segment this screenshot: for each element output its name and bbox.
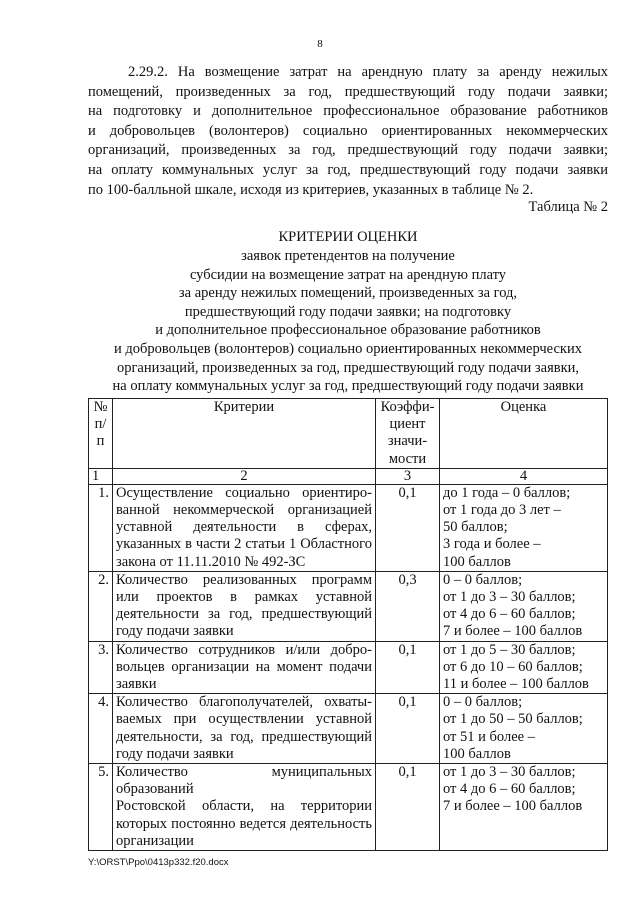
criteria-line: заявки (116, 676, 157, 693)
header-coef-line: значи- (387, 433, 428, 450)
page-number: 8 (317, 38, 323, 50)
header-num-cell (89, 399, 113, 469)
score-line: 11 и более – 100 баллов (443, 676, 589, 693)
score-line: от 1 до 5 – 30 баллов; (443, 641, 576, 658)
heading-line: предшествующий году подачи заявки; на подготовку (184, 303, 512, 320)
criteria-line: уставной деятельности в сферах, (116, 519, 372, 536)
score-line: 3 года и более – (443, 536, 541, 553)
score-line: 0 – 0 баллов; (443, 571, 523, 588)
paragraph-line: на оплату коммунальных услуг за год, предшествующий году подачи заявки (88, 161, 608, 178)
table-row (89, 641, 608, 694)
criteria-line: деятельности за год, предшествующий (116, 606, 372, 623)
score-line: 100 баллов (443, 553, 511, 570)
criteria-line: которых постоянно ведется деятельность (116, 815, 372, 832)
footer-file-path: Y:\ORST\Ppo\0413p332.f20.docx (88, 857, 229, 868)
table-row (89, 571, 608, 641)
table-header-row (89, 399, 608, 469)
row-score (440, 641, 608, 694)
index-cell: 3 (376, 468, 440, 484)
criteria-line: деятельности, за год, предшествующий (116, 728, 372, 745)
row-coefficient: 0,1 (376, 641, 440, 694)
paragraph-line: помещений, произведенных за год, предшествующий году подачи заявки; (88, 83, 608, 100)
header-coef-cell (376, 399, 440, 469)
criteria-heading (88, 228, 608, 396)
row-criteria (113, 571, 376, 641)
table-label: Таблица № 2 (528, 199, 608, 215)
criteria-line: Количество муниципальных образований (116, 764, 372, 798)
score-line: от 51 и более – (443, 728, 535, 745)
index-cell: 1 (89, 468, 113, 484)
criteria-line: или проектов в рамках уставной (116, 589, 372, 606)
criteria-line: Осуществление социально ориентиро- (116, 484, 372, 501)
header-coef-line: циент (389, 416, 426, 433)
intro-paragraph (88, 63, 608, 200)
heading-line: организаций, произведенных за год, предшествующий году подачи заявки, (116, 359, 580, 376)
criteria-line: указанных в части 2 статьи 1 Областного (116, 536, 372, 553)
score-line: от 4 до 6 – 60 баллов; (443, 781, 576, 798)
score-line: 0 – 0 баллов; (443, 694, 523, 711)
score-line: 50 баллов; (443, 519, 508, 536)
header-num-line: № (93, 399, 108, 415)
heading-title: КРИТЕРИИ ОЦЕНКИ (278, 229, 418, 245)
header-coef-line: Коэффи- (380, 399, 435, 415)
index-cell: 2 (113, 468, 376, 484)
criteria-line: ванной некоммерческой организацией (116, 502, 372, 519)
row-score (440, 764, 608, 851)
paragraph-line: на подготовку и дополнительное профессиональное образование работников (88, 103, 608, 120)
row-coefficient: 0,3 (376, 571, 440, 641)
header-score-cell: Оценка (440, 399, 608, 469)
row-coefficient: 0,1 (376, 484, 440, 571)
criteria-line: Количество сотрудников и/или добро- (116, 641, 372, 658)
score-line: от 1 года до 3 лет – (443, 502, 561, 519)
header-coef-line: мости (388, 450, 427, 467)
criteria-line: Ростовской области, на территории (116, 798, 372, 815)
heading-line: и добровольцев (волонтеров) социально ориентированных некоммерческих (114, 340, 582, 357)
heading-line: заявок претендентов на получение (241, 248, 455, 264)
heading-line: и дополнительное профессиональное образование работников (155, 322, 541, 339)
row-number: 2. (89, 571, 113, 641)
score-line: 7 и более – 100 баллов (443, 623, 583, 640)
table-row (89, 694, 608, 764)
row-criteria (113, 484, 376, 571)
table-row (89, 484, 608, 571)
criteria-line: Количество реализованных программ (116, 571, 372, 588)
heading-line: за аренду нежилых помещений, произведенных за год, (178, 285, 518, 302)
row-score (440, 571, 608, 641)
paragraph-line: и добровольцев (волонтеров) социально ориентированных некоммерческих (88, 122, 608, 139)
row-coefficient: 0,1 (376, 764, 440, 851)
criteria-line: Количество благополучателей, охваты- (116, 694, 372, 711)
criteria-line: ваемых при осуществлении уставной (116, 711, 372, 728)
criteria-line: году подачи заявки (116, 745, 234, 762)
score-line: от 1 до 3 – 30 баллов; (443, 589, 576, 606)
index-cell: 4 (440, 468, 608, 484)
row-number: 3. (89, 641, 113, 694)
header-criteria-cell: Критерии (113, 399, 376, 469)
score-line: до 1 года – 0 баллов; (443, 484, 571, 501)
row-number: 5. (89, 764, 113, 851)
score-line: от 1 до 50 – 50 баллов; (443, 711, 583, 728)
row-number: 4. (89, 694, 113, 764)
row-criteria (113, 764, 376, 851)
row-coefficient: 0,1 (376, 694, 440, 764)
header-num-line: п/п (94, 416, 107, 450)
paragraph-line: по 100-балльной шкале, исходя из критериев, указанных в таблице № 2. (88, 181, 534, 198)
row-number: 1. (89, 484, 113, 571)
score-line: от 4 до 6 – 60 баллов; (443, 606, 576, 623)
score-line: от 6 до 10 – 60 баллов; (443, 658, 583, 675)
criteria-line: организации (116, 832, 194, 849)
row-criteria (113, 641, 376, 694)
heading-line: на оплату коммунальных услуг за год, предшествующий году подачи заявки (112, 378, 584, 395)
paragraph-line: 2.29.2. На возмещение затрат на арендную плату за аренду нежилых (128, 64, 608, 80)
row-criteria (113, 694, 376, 764)
criteria-table (88, 398, 608, 851)
row-score (440, 484, 608, 571)
score-line: от 1 до 3 – 30 баллов; (443, 764, 576, 781)
criteria-line: закона от 11.11.2010 № 492-ЗС (116, 553, 306, 570)
paragraph-line: организаций, произведенных за год, предшествующий году подачи заявки; (88, 142, 608, 159)
row-score (440, 694, 608, 764)
heading-line: субсидии на возмещение затрат на арендную плату (189, 266, 507, 283)
table-row (89, 764, 608, 851)
criteria-line: вольцев организации на момент подачи (116, 658, 372, 675)
table-index-row (89, 468, 608, 484)
criteria-line: году подачи заявки (116, 623, 234, 640)
score-line: 7 и более – 100 баллов (443, 798, 583, 815)
score-line: 100 баллов (443, 745, 511, 762)
